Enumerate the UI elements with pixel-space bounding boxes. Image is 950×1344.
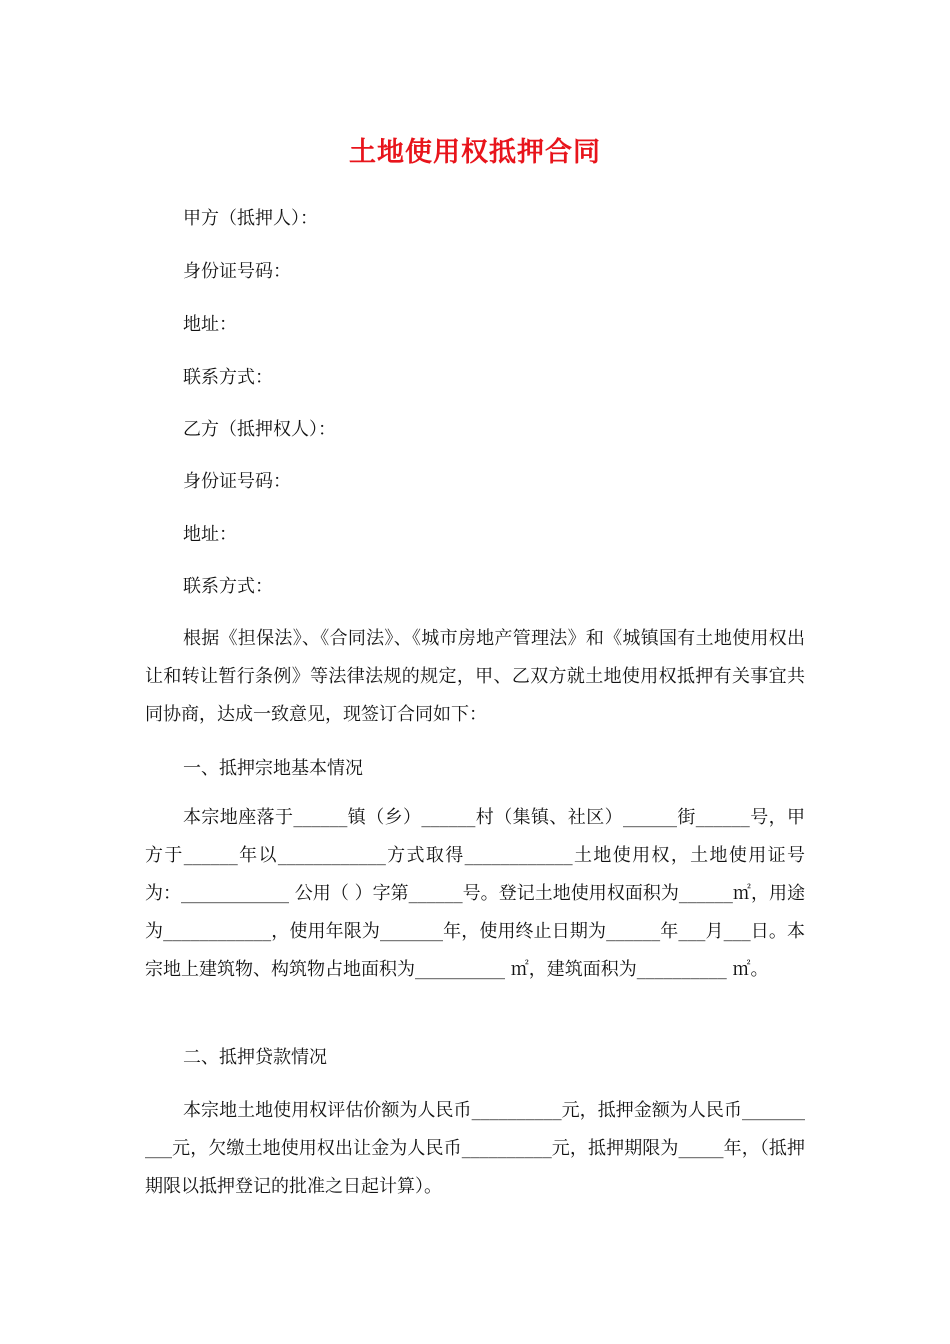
- party-a-id-label: 身份证号码：: [183, 261, 291, 282]
- party-b-label: 乙方（抵押权人）：: [183, 419, 336, 440]
- party-a-label: 甲方（抵押人）：: [183, 208, 318, 229]
- party-a-address-label: 地址：: [183, 314, 237, 335]
- section2-heading: 二、抵押贷款情况: [183, 1047, 327, 1068]
- contract-title: 土地使用权抵押合同: [349, 137, 601, 168]
- section2-body: 本宗地土地使用权评估价额为人民币__________元，抵押金额为人民币__________元，欠缴土地使用权出让金为人民币__________元，抵押期限为_____年，（抵押期限以抵押登记的批准之日起计算）。: [145, 1100, 805, 1197]
- party-a-contact-label: 联系方式：: [183, 367, 273, 388]
- preamble-paragraph: 根据《担保法》、《合同法》、《城市房地产管理法》和《城镇国有土地使用权出让和转让暂行条例》等法律法规的规定，甲、乙双方就土地使用权抵押有关事宜共同协商，达成一致意见，现签订合同如下：: [145, 628, 805, 725]
- party-b-id-label: 身份证号码：: [183, 471, 291, 492]
- section1-body: 本宗地座落于______镇（乡）______村（集镇、社区）______街______号，甲方于______年以____________方式取得____________土地使用权，土地使用证号为：____________ 公用（ ）字第______号。登记土地使用权面积为______㎡，用途为____________，使用年限为_______年，使用终止日期为______年___月___日。本宗地上建筑物、构筑物占地面积为__________ ㎡，建筑面积为__________ ㎡。: [145, 807, 805, 980]
- party-b-contact-label: 联系方式：: [183, 576, 273, 597]
- section1-heading: 一、抵押宗地基本情况: [183, 758, 363, 779]
- party-b-address-label: 地址：: [183, 524, 237, 545]
